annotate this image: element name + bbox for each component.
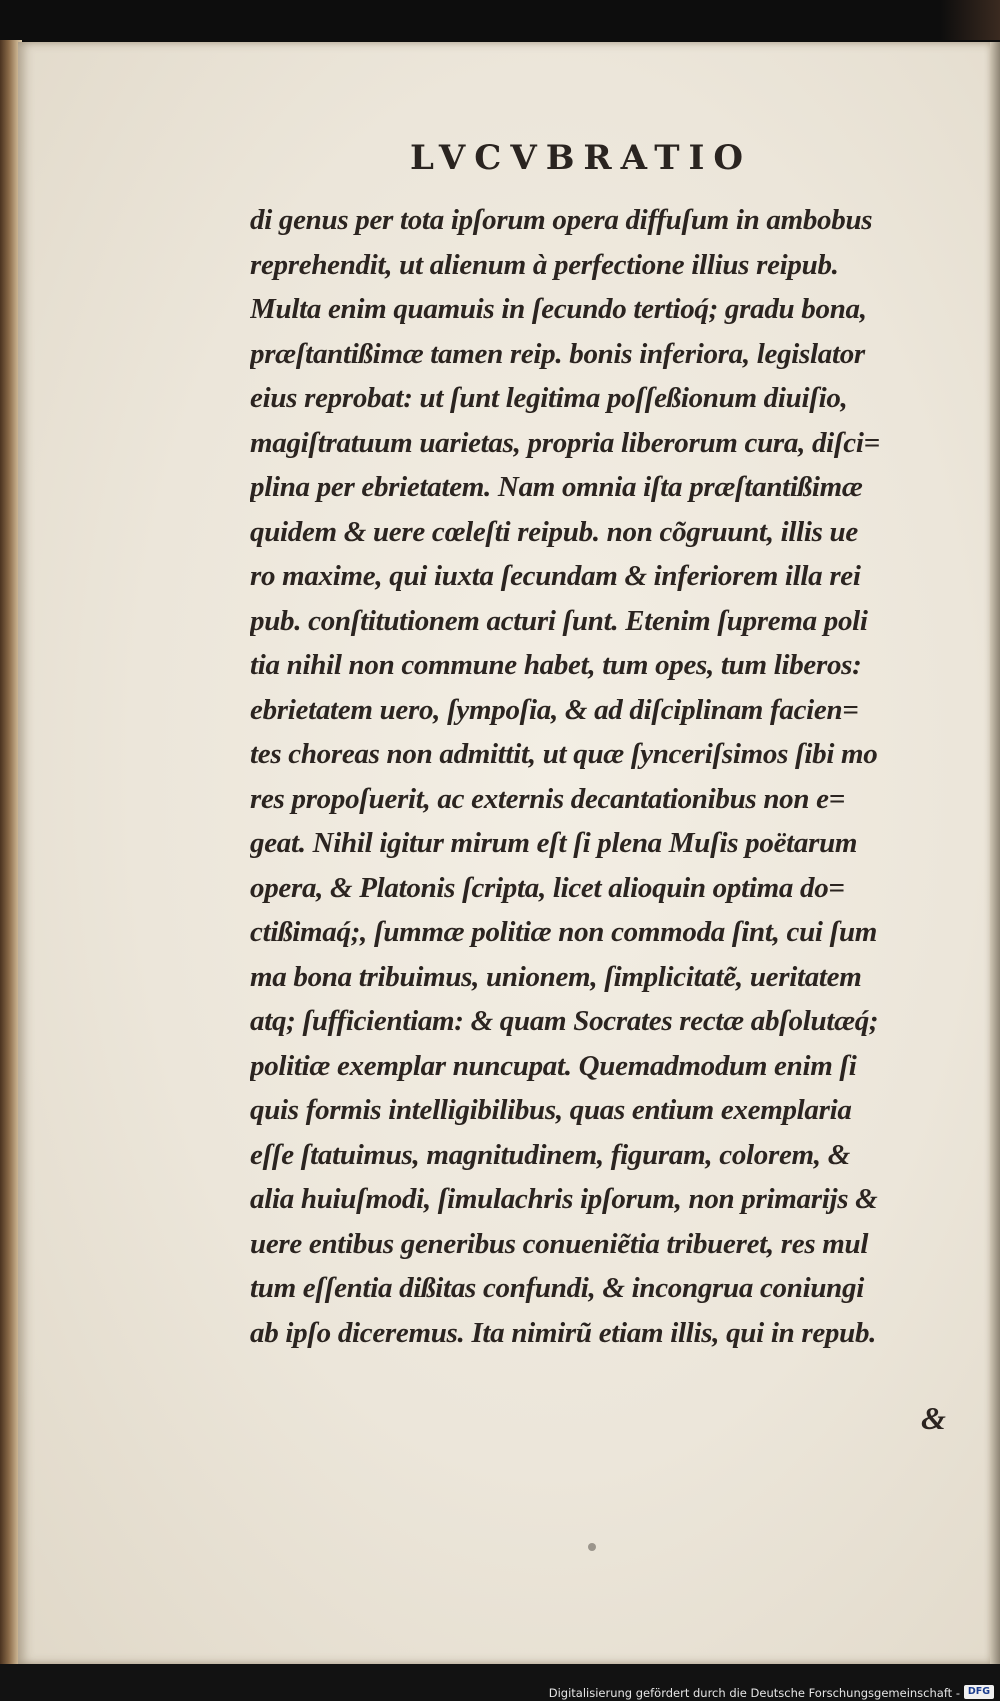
main-text-block [250, 198, 980, 1355]
text-line: præſtantißimæ tamen reip. bonis inferiora, legislator [250, 337, 865, 370]
text-line: quidem & uere cœleſti reipub. non cõgruunt, illis ue [250, 515, 858, 548]
text-line: eſſe ſtatuimus, magnitudinem, figuram, colorem, & [250, 1138, 850, 1171]
text-line: ma bona tribuimus, unionem, ſimplicitatẽ, ueritatem [250, 960, 862, 993]
text-line: magiſtratuum uarietas, propria liberorum cura, diſci= [250, 426, 880, 459]
text-line: pub. conſtitutionem acturi ſunt. Etenim ſuprema poli [250, 604, 868, 637]
digitization-credit: Digitalisierung gefördert durch die Deutsche Forschungsgemeinschaft - [548, 1686, 960, 1700]
text-line: ctißimaq́;, ſummæ politiæ non commoda ſint, cui ſum [250, 916, 878, 948]
text-line: atq; ſufficientiam: & quam Socrates rectæ abſolutæq́; [250, 1005, 879, 1037]
paper-spot [588, 1543, 596, 1551]
text-line: opera, & Platonis ſcripta, licet alioquin optima do= [250, 871, 845, 904]
text-line: alia huiuſmodi, ſimulachris ipſorum, non primarijs & [250, 1183, 878, 1215]
text-line: tum eſſentia dißitas confundi, & incongrua coniungi [250, 1272, 864, 1304]
running-head: LVCVBRATIO [410, 138, 753, 178]
text-line: tia nihil non commune habet, tum opes, tum liberos: [250, 649, 862, 681]
catchword: & [921, 1400, 946, 1436]
text-line: reprehendit, ut alienum à perfectione illius reipub. [250, 248, 839, 281]
text-line: ab ipſo diceremus. Ita nimirũ etiam illis, qui in repub. [250, 1316, 877, 1349]
text-line: politiæ exemplar nuncupat. Quemadmodum enim ſi [250, 1049, 857, 1082]
text-line: quis formis intelligibilibus, quas entium exemplaria [250, 1094, 852, 1126]
text-line: eius reprobat: ut ſunt legitima poſſeßionum diuiſio, [250, 382, 848, 414]
scan-top-border [0, 0, 1000, 42]
dfg-logo-icon: DFG [964, 1685, 994, 1699]
text-line: ebrietatem uero, ſympoſia, & ad diſciplinam facien= [250, 693, 859, 726]
text-line: plina per ebrietatem. Nam omnia iſta præſtantißimæ [250, 471, 863, 503]
text-line: geat. Nihil igitur mirum eſt ſi plena Muſis poëtarum [250, 827, 858, 859]
text-line: uere entibus generibus conueniẽtia tribueret, res mul [250, 1227, 869, 1260]
scan-top-corner [940, 0, 1000, 40]
text-line: ro maxime, qui iuxta ſecundam & inferiorem illa rei [250, 560, 861, 592]
text-line: res propoſuerit, ac externis decantationibus non e= [250, 782, 845, 815]
text-line: tes choreas non admittit, ut quæ ſynceriſsimos ſibi mo [250, 738, 878, 770]
page-right-edge [990, 42, 1000, 1664]
text-line: Multa enim quamuis in ſecundo tertioq́; gradu bona, [250, 293, 867, 325]
text-line: di genus per tota ipſorum opera diffuſum in ambobus [250, 204, 873, 236]
